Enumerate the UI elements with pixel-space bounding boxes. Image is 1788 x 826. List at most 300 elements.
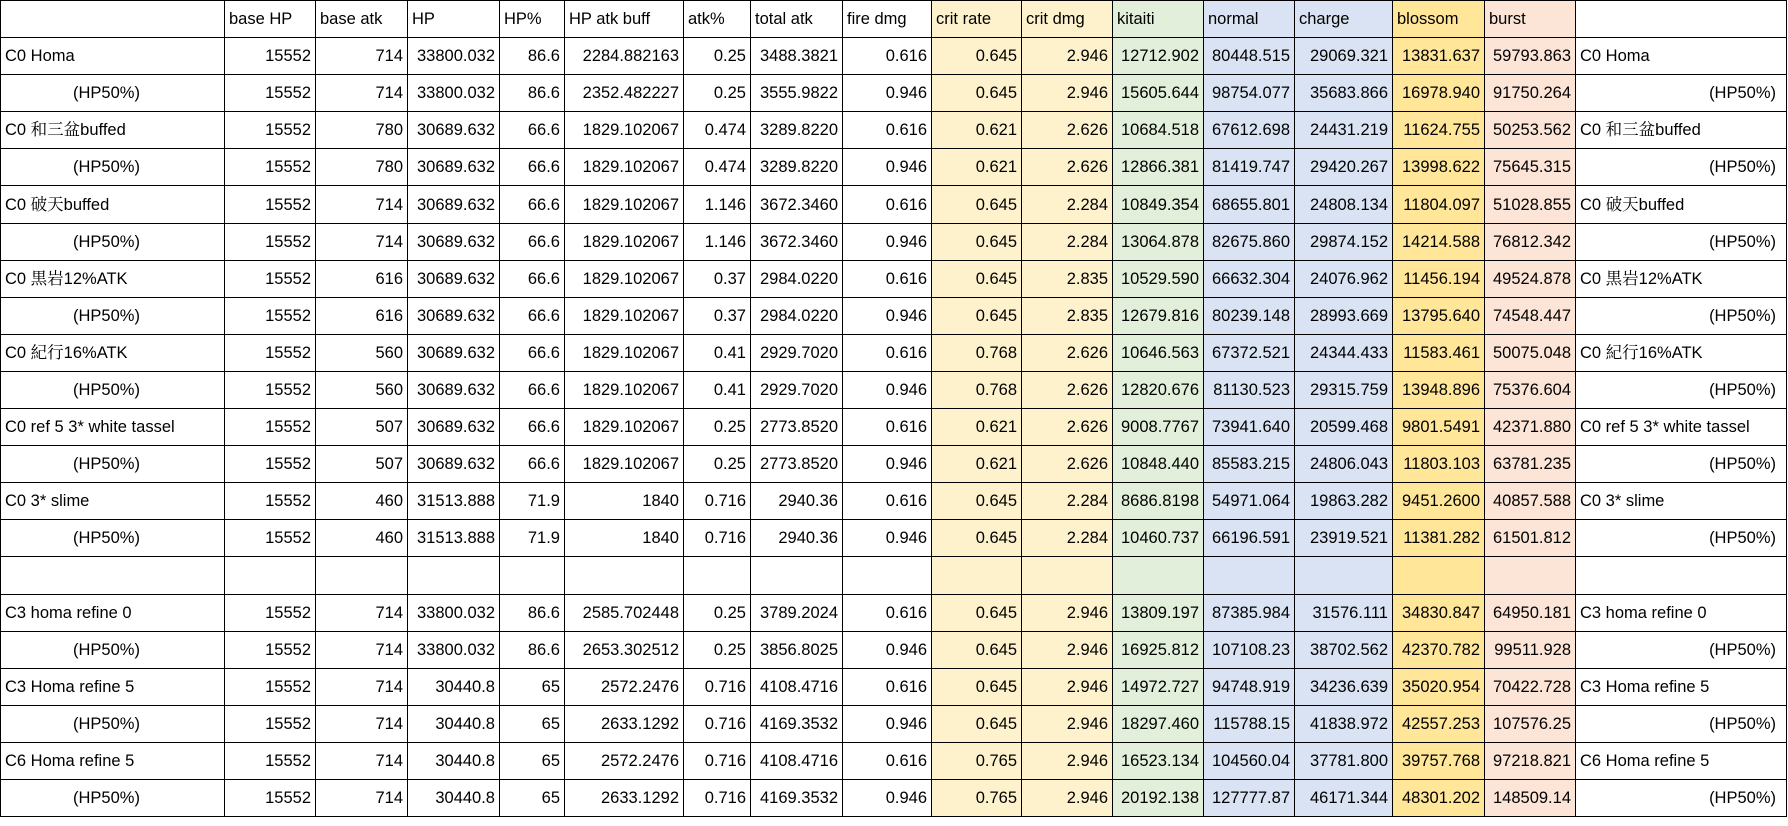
cell-fire-dmg[interactable]: 0.946 <box>843 631 932 668</box>
cell-hp-atk-buff[interactable]: 2633.1292 <box>565 779 684 816</box>
cell-base-hp[interactable]: 15552 <box>225 149 316 186</box>
cell-hp[interactable]: 30689.632 <box>408 409 500 446</box>
cell-burst[interactable]: 50075.048 <box>1485 334 1576 371</box>
cell-kitaiti[interactable]: 13809.197 <box>1113 594 1204 631</box>
cell-total-atk[interactable]: 3789.2024 <box>751 594 843 631</box>
cell-hp-pct[interactable]: 66.6 <box>500 149 565 186</box>
cell-fire-dmg[interactable]: 0.946 <box>843 149 932 186</box>
cell-label-right[interactable]: C0 Homa <box>1576 38 1787 75</box>
cell-fire-dmg[interactable] <box>843 557 932 594</box>
cell-crit-rate[interactable]: 0.765 <box>932 779 1022 816</box>
cell-hp[interactable]: 33800.032 <box>408 631 500 668</box>
cell-kitaiti[interactable]: 18297.460 <box>1113 705 1204 742</box>
cell-blossom[interactable]: 16978.940 <box>1393 75 1485 112</box>
cell-crit-rate[interactable]: 0.645 <box>932 297 1022 334</box>
cell-crit-rate[interactable]: 0.645 <box>932 631 1022 668</box>
cell-atk-pct[interactable]: 0.37 <box>684 297 751 334</box>
cell-fire-dmg[interactable]: 0.616 <box>843 334 932 371</box>
cell-fire-dmg[interactable]: 0.616 <box>843 38 932 75</box>
cell-hp-atk-buff[interactable]: 1840 <box>565 483 684 520</box>
cell-kitaiti[interactable]: 12866.381 <box>1113 149 1204 186</box>
cell-label-right[interactable]: (HP50%) <box>1576 631 1787 668</box>
cell-kitaiti[interactable]: 20192.138 <box>1113 779 1204 816</box>
cell-base-atk[interactable]: 507 <box>316 409 408 446</box>
cell-hp-atk-buff[interactable]: 1829.102067 <box>565 446 684 483</box>
cell-crit-rate[interactable]: 0.645 <box>932 186 1022 223</box>
cell-label-right[interactable]: (HP50%) <box>1576 705 1787 742</box>
cell-label[interactable]: (HP50%) <box>1 297 225 334</box>
header-cell-base-atk[interactable]: base atk <box>316 1 408 38</box>
cell-fire-dmg[interactable]: 0.946 <box>843 520 932 557</box>
cell-atk-pct[interactable]: 0.25 <box>684 409 751 446</box>
cell-hp-pct[interactable]: 66.6 <box>500 223 565 260</box>
cell-crit-dmg[interactable]: 2.835 <box>1022 297 1113 334</box>
cell-crit-rate[interactable]: 0.645 <box>932 705 1022 742</box>
cell-normal[interactable]: 85583.215 <box>1204 446 1295 483</box>
cell-hp[interactable]: 33800.032 <box>408 594 500 631</box>
cell-hp[interactable]: 30440.8 <box>408 668 500 705</box>
header-cell-blossom[interactable]: blossom <box>1393 1 1485 38</box>
cell-base-hp[interactable]: 15552 <box>225 446 316 483</box>
cell-normal[interactable]: 94748.919 <box>1204 668 1295 705</box>
cell-hp-pct[interactable]: 86.6 <box>500 594 565 631</box>
cell-hp[interactable]: 30689.632 <box>408 297 500 334</box>
cell-normal[interactable]: 68655.801 <box>1204 186 1295 223</box>
cell-base-hp[interactable]: 15552 <box>225 631 316 668</box>
header-cell-atk-pct[interactable]: atk% <box>684 1 751 38</box>
cell-crit-dmg[interactable]: 2.284 <box>1022 186 1113 223</box>
cell-label-right[interactable]: C0 和三盆buffed <box>1576 112 1787 149</box>
cell-kitaiti[interactable]: 13064.878 <box>1113 223 1204 260</box>
cell-burst[interactable]: 97218.821 <box>1485 742 1576 779</box>
cell-kitaiti[interactable]: 10684.518 <box>1113 112 1204 149</box>
cell-total-atk[interactable]: 2940.36 <box>751 483 843 520</box>
header-cell-fire-dmg[interactable]: fire dmg <box>843 1 932 38</box>
cell-hp-atk-buff[interactable]: 1829.102067 <box>565 371 684 408</box>
cell-base-atk[interactable]: 616 <box>316 260 408 297</box>
cell-atk-pct[interactable]: 0.474 <box>684 112 751 149</box>
cell-crit-dmg[interactable]: 2.946 <box>1022 742 1113 779</box>
cell-label[interactable]: C0 紀行16%ATK <box>1 334 225 371</box>
cell-fire-dmg[interactable]: 0.946 <box>843 297 932 334</box>
cell-atk-pct[interactable]: 0.41 <box>684 371 751 408</box>
cell-base-hp[interactable]: 15552 <box>225 38 316 75</box>
cell-blossom[interactable]: 11624.755 <box>1393 112 1485 149</box>
cell-burst[interactable]: 59793.863 <box>1485 38 1576 75</box>
cell-blossom[interactable]: 42557.253 <box>1393 705 1485 742</box>
cell-charge[interactable]: 24344.433 <box>1295 334 1393 371</box>
cell-crit-rate[interactable]: 0.765 <box>932 742 1022 779</box>
cell-crit-rate[interactable]: 0.645 <box>932 594 1022 631</box>
cell-normal[interactable]: 66632.304 <box>1204 260 1295 297</box>
cell-kitaiti[interactable]: 8686.8198 <box>1113 483 1204 520</box>
cell-base-hp[interactable]: 15552 <box>225 186 316 223</box>
cell-charge[interactable]: 37781.800 <box>1295 742 1393 779</box>
cell-label[interactable]: (HP50%) <box>1 75 225 112</box>
cell-blossom[interactable]: 42370.782 <box>1393 631 1485 668</box>
cell-hp[interactable]: 30689.632 <box>408 446 500 483</box>
cell-hp[interactable]: 30440.8 <box>408 742 500 779</box>
cell-atk-pct[interactable]: 0.716 <box>684 705 751 742</box>
cell-label-right[interactable]: C6 Homa refine 5 <box>1576 742 1787 779</box>
cell-hp-pct[interactable]: 86.6 <box>500 631 565 668</box>
cell-total-atk[interactable]: 2984.0220 <box>751 297 843 334</box>
cell-crit-dmg[interactable]: 2.835 <box>1022 260 1113 297</box>
cell-label-right[interactable] <box>1576 557 1787 594</box>
cell-burst[interactable]: 74548.447 <box>1485 297 1576 334</box>
cell-atk-pct[interactable]: 0.37 <box>684 260 751 297</box>
cell-label-right[interactable]: C3 Homa refine 5 <box>1576 668 1787 705</box>
cell-crit-dmg[interactable]: 2.946 <box>1022 779 1113 816</box>
cell-total-atk[interactable]: 2984.0220 <box>751 260 843 297</box>
cell-label-right[interactable]: (HP50%) <box>1576 149 1787 186</box>
cell-crit-rate[interactable]: 0.645 <box>932 668 1022 705</box>
cell-label[interactable]: C0 黒岩12%ATK <box>1 260 225 297</box>
cell-hp-atk-buff[interactable]: 2633.1292 <box>565 705 684 742</box>
cell-crit-rate[interactable]: 0.621 <box>932 149 1022 186</box>
cell-blossom[interactable]: 11381.282 <box>1393 520 1485 557</box>
cell-hp-atk-buff[interactable]: 1829.102067 <box>565 186 684 223</box>
cell-normal[interactable]: 67612.698 <box>1204 112 1295 149</box>
cell-kitaiti[interactable]: 16523.134 <box>1113 742 1204 779</box>
cell-atk-pct[interactable]: 0.25 <box>684 38 751 75</box>
cell-atk-pct[interactable]: 0.716 <box>684 483 751 520</box>
cell-fire-dmg[interactable]: 0.946 <box>843 75 932 112</box>
cell-hp-atk-buff[interactable]: 2352.482227 <box>565 75 684 112</box>
cell-label[interactable]: (HP50%) <box>1 446 225 483</box>
cell-base-atk[interactable]: 616 <box>316 297 408 334</box>
cell-label[interactable]: C0 Homa <box>1 38 225 75</box>
cell-kitaiti[interactable]: 10848.440 <box>1113 446 1204 483</box>
cell-blossom[interactable]: 48301.202 <box>1393 779 1485 816</box>
cell-label-right[interactable]: C0 黒岩12%ATK <box>1576 260 1787 297</box>
cell-label-right[interactable]: C3 homa refine 0 <box>1576 594 1787 631</box>
cell-charge[interactable]: 24076.962 <box>1295 260 1393 297</box>
cell-burst[interactable]: 63781.235 <box>1485 446 1576 483</box>
cell-atk-pct[interactable]: 0.25 <box>684 446 751 483</box>
cell-crit-rate[interactable]: 0.621 <box>932 409 1022 446</box>
cell-atk-pct[interactable]: 0.716 <box>684 779 751 816</box>
cell-base-atk[interactable] <box>316 557 408 594</box>
cell-fire-dmg[interactable]: 0.946 <box>843 779 932 816</box>
cell-fire-dmg[interactable]: 0.616 <box>843 594 932 631</box>
header-cell-burst[interactable]: burst <box>1485 1 1576 38</box>
cell-label-right[interactable]: (HP50%) <box>1576 446 1787 483</box>
cell-total-atk[interactable]: 2929.7020 <box>751 334 843 371</box>
cell-charge[interactable] <box>1295 557 1393 594</box>
cell-normal[interactable]: 80448.515 <box>1204 38 1295 75</box>
cell-normal[interactable]: 54971.064 <box>1204 483 1295 520</box>
cell-total-atk[interactable]: 3289.8220 <box>751 149 843 186</box>
cell-base-atk[interactable]: 560 <box>316 334 408 371</box>
cell-crit-rate[interactable]: 0.645 <box>932 38 1022 75</box>
cell-base-hp[interactable]: 15552 <box>225 112 316 149</box>
cell-label[interactable] <box>1 557 225 594</box>
cell-fire-dmg[interactable]: 0.616 <box>843 742 932 779</box>
cell-base-atk[interactable]: 714 <box>316 223 408 260</box>
cell-blossom[interactable]: 11456.194 <box>1393 260 1485 297</box>
cell-normal[interactable]: 66196.591 <box>1204 520 1295 557</box>
cell-blossom[interactable]: 11583.461 <box>1393 334 1485 371</box>
cell-charge[interactable]: 29420.267 <box>1295 149 1393 186</box>
cell-kitaiti[interactable]: 10460.737 <box>1113 520 1204 557</box>
cell-hp-atk-buff[interactable]: 2572.2476 <box>565 668 684 705</box>
cell-charge[interactable]: 41838.972 <box>1295 705 1393 742</box>
cell-label[interactable]: (HP50%) <box>1 223 225 260</box>
cell-total-atk[interactable]: 3672.3460 <box>751 223 843 260</box>
cell-burst[interactable]: 64950.181 <box>1485 594 1576 631</box>
cell-fire-dmg[interactable]: 0.946 <box>843 371 932 408</box>
cell-label[interactable]: C6 Homa refine 5 <box>1 742 225 779</box>
header-cell-label[interactable] <box>1 1 225 38</box>
cell-base-atk[interactable]: 780 <box>316 112 408 149</box>
cell-label[interactable]: C0 和三盆buffed <box>1 112 225 149</box>
cell-crit-dmg[interactable]: 2.284 <box>1022 223 1113 260</box>
cell-base-atk[interactable]: 714 <box>316 668 408 705</box>
cell-kitaiti[interactable]: 10646.563 <box>1113 334 1204 371</box>
cell-kitaiti[interactable]: 15605.644 <box>1113 75 1204 112</box>
cell-charge[interactable]: 46171.344 <box>1295 779 1393 816</box>
cell-burst[interactable]: 50253.562 <box>1485 112 1576 149</box>
cell-hp-atk-buff[interactable] <box>565 557 684 594</box>
cell-hp[interactable]: 30689.632 <box>408 260 500 297</box>
cell-fire-dmg[interactable]: 0.946 <box>843 705 932 742</box>
cell-label-right[interactable]: (HP50%) <box>1576 223 1787 260</box>
cell-charge[interactable]: 20599.468 <box>1295 409 1393 446</box>
cell-fire-dmg[interactable]: 0.946 <box>843 223 932 260</box>
cell-hp-pct[interactable]: 66.6 <box>500 334 565 371</box>
cell-crit-rate[interactable] <box>932 557 1022 594</box>
cell-atk-pct[interactable]: 1.146 <box>684 186 751 223</box>
header-cell-hp-atk-buff[interactable]: HP atk buff <box>565 1 684 38</box>
cell-total-atk[interactable]: 2773.8520 <box>751 409 843 446</box>
cell-total-atk[interactable]: 3672.3460 <box>751 186 843 223</box>
cell-atk-pct[interactable]: 0.716 <box>684 520 751 557</box>
cell-hp[interactable]: 30440.8 <box>408 705 500 742</box>
cell-hp-atk-buff[interactable]: 1829.102067 <box>565 223 684 260</box>
cell-charge[interactable]: 29069.321 <box>1295 38 1393 75</box>
cell-crit-rate[interactable]: 0.768 <box>932 334 1022 371</box>
cell-hp-pct[interactable]: 66.6 <box>500 446 565 483</box>
cell-burst[interactable]: 75645.315 <box>1485 149 1576 186</box>
cell-atk-pct[interactable] <box>684 557 751 594</box>
cell-burst[interactable]: 51028.855 <box>1485 186 1576 223</box>
cell-base-hp[interactable]: 15552 <box>225 260 316 297</box>
cell-crit-dmg[interactable]: 2.626 <box>1022 334 1113 371</box>
cell-crit-rate[interactable]: 0.645 <box>932 75 1022 112</box>
header-cell-crit-dmg[interactable]: crit dmg <box>1022 1 1113 38</box>
cell-base-hp[interactable]: 15552 <box>225 520 316 557</box>
cell-crit-dmg[interactable]: 2.626 <box>1022 371 1113 408</box>
cell-kitaiti[interactable]: 10529.590 <box>1113 260 1204 297</box>
cell-kitaiti[interactable] <box>1113 557 1204 594</box>
cell-label-right[interactable]: (HP50%) <box>1576 371 1787 408</box>
cell-hp[interactable]: 30689.632 <box>408 371 500 408</box>
cell-fire-dmg[interactable]: 0.616 <box>843 112 932 149</box>
cell-label-right[interactable]: C0 破天buffed <box>1576 186 1787 223</box>
cell-crit-dmg[interactable]: 2.946 <box>1022 75 1113 112</box>
cell-base-hp[interactable]: 15552 <box>225 779 316 816</box>
cell-burst[interactable]: 49524.878 <box>1485 260 1576 297</box>
cell-atk-pct[interactable]: 0.716 <box>684 668 751 705</box>
cell-base-atk[interactable]: 507 <box>316 446 408 483</box>
cell-blossom[interactable]: 11804.097 <box>1393 186 1485 223</box>
cell-kitaiti[interactable]: 16925.812 <box>1113 631 1204 668</box>
cell-charge[interactable]: 29315.759 <box>1295 371 1393 408</box>
cell-base-hp[interactable]: 15552 <box>225 297 316 334</box>
cell-normal[interactable]: 107108.23 <box>1204 631 1295 668</box>
cell-label[interactable]: C3 homa refine 0 <box>1 594 225 631</box>
cell-charge[interactable]: 24808.134 <box>1295 186 1393 223</box>
cell-normal[interactable]: 81130.523 <box>1204 371 1295 408</box>
header-cell-charge[interactable]: charge <box>1295 1 1393 38</box>
cell-crit-dmg[interactable]: 2.946 <box>1022 631 1113 668</box>
cell-burst[interactable]: 99511.928 <box>1485 631 1576 668</box>
cell-hp-pct[interactable]: 65 <box>500 742 565 779</box>
cell-label-right[interactable]: C0 3* slime <box>1576 483 1787 520</box>
cell-crit-rate[interactable]: 0.621 <box>932 446 1022 483</box>
cell-base-atk[interactable]: 714 <box>316 75 408 112</box>
cell-hp-pct[interactable]: 66.6 <box>500 297 565 334</box>
cell-normal[interactable]: 80239.148 <box>1204 297 1295 334</box>
cell-normal[interactable]: 73941.640 <box>1204 409 1295 446</box>
cell-fire-dmg[interactable]: 0.616 <box>843 409 932 446</box>
header-cell-hp-pct[interactable]: HP% <box>500 1 565 38</box>
cell-total-atk[interactable]: 2773.8520 <box>751 446 843 483</box>
cell-hp-atk-buff[interactable]: 1829.102067 <box>565 334 684 371</box>
cell-fire-dmg[interactable]: 0.616 <box>843 668 932 705</box>
cell-charge[interactable]: 28993.669 <box>1295 297 1393 334</box>
cell-fire-dmg[interactable]: 0.616 <box>843 483 932 520</box>
header-cell-hp[interactable]: HP <box>408 1 500 38</box>
cell-blossom[interactable]: 9451.2600 <box>1393 483 1485 520</box>
header-cell-label-right[interactable] <box>1576 1 1787 38</box>
cell-hp[interactable]: 30440.8 <box>408 779 500 816</box>
cell-crit-dmg[interactable]: 2.284 <box>1022 520 1113 557</box>
cell-label[interactable]: C0 破天buffed <box>1 186 225 223</box>
cell-fire-dmg[interactable]: 0.946 <box>843 446 932 483</box>
cell-total-atk[interactable]: 2929.7020 <box>751 371 843 408</box>
cell-hp-atk-buff[interactable]: 1829.102067 <box>565 260 684 297</box>
cell-hp-pct[interactable]: 65 <box>500 668 565 705</box>
cell-crit-dmg[interactable]: 2.626 <box>1022 149 1113 186</box>
cell-base-hp[interactable]: 15552 <box>225 594 316 631</box>
cell-charge[interactable]: 29874.152 <box>1295 223 1393 260</box>
cell-burst[interactable]: 76812.342 <box>1485 223 1576 260</box>
header-cell-kitaiti[interactable]: kitaiti <box>1113 1 1204 38</box>
cell-label-right[interactable]: (HP50%) <box>1576 779 1787 816</box>
cell-base-hp[interactable]: 15552 <box>225 334 316 371</box>
cell-charge[interactable]: 31576.111 <box>1295 594 1393 631</box>
cell-total-atk[interactable]: 4169.3532 <box>751 705 843 742</box>
cell-total-atk[interactable]: 4108.4716 <box>751 742 843 779</box>
cell-hp-pct[interactable]: 66.6 <box>500 409 565 446</box>
cell-crit-rate[interactable]: 0.645 <box>932 260 1022 297</box>
cell-hp-atk-buff[interactable]: 1829.102067 <box>565 297 684 334</box>
cell-blossom[interactable]: 9801.5491 <box>1393 409 1485 446</box>
cell-crit-dmg[interactable]: 2.626 <box>1022 112 1113 149</box>
cell-burst[interactable]: 42371.880 <box>1485 409 1576 446</box>
cell-total-atk[interactable]: 3555.9822 <box>751 75 843 112</box>
cell-atk-pct[interactable]: 0.25 <box>684 594 751 631</box>
cell-hp[interactable]: 30689.632 <box>408 334 500 371</box>
cell-base-atk[interactable]: 714 <box>316 186 408 223</box>
cell-base-hp[interactable]: 15552 <box>225 75 316 112</box>
cell-normal[interactable]: 98754.077 <box>1204 75 1295 112</box>
cell-atk-pct[interactable]: 0.41 <box>684 334 751 371</box>
cell-hp-pct[interactable]: 71.9 <box>500 483 565 520</box>
cell-burst[interactable]: 40857.588 <box>1485 483 1576 520</box>
cell-charge[interactable]: 19863.282 <box>1295 483 1393 520</box>
cell-base-hp[interactable]: 15552 <box>225 742 316 779</box>
cell-atk-pct[interactable]: 1.146 <box>684 223 751 260</box>
cell-total-atk[interactable]: 3856.8025 <box>751 631 843 668</box>
cell-hp[interactable]: 30689.632 <box>408 149 500 186</box>
cell-blossom[interactable]: 34830.847 <box>1393 594 1485 631</box>
cell-hp[interactable]: 31513.888 <box>408 483 500 520</box>
cell-base-atk[interactable]: 714 <box>316 631 408 668</box>
cell-label[interactable]: (HP50%) <box>1 631 225 668</box>
cell-base-atk[interactable]: 714 <box>316 742 408 779</box>
cell-atk-pct[interactable]: 0.474 <box>684 149 751 186</box>
cell-total-atk[interactable]: 2940.36 <box>751 520 843 557</box>
cell-blossom[interactable]: 13948.896 <box>1393 371 1485 408</box>
cell-base-hp[interactable]: 15552 <box>225 223 316 260</box>
cell-hp-atk-buff[interactable]: 2572.2476 <box>565 742 684 779</box>
cell-crit-dmg[interactable]: 2.946 <box>1022 705 1113 742</box>
cell-kitaiti[interactable]: 10849.354 <box>1113 186 1204 223</box>
cell-label-right[interactable]: C0 紀行16%ATK <box>1576 334 1787 371</box>
cell-hp-atk-buff[interactable]: 2585.702448 <box>565 594 684 631</box>
cell-fire-dmg[interactable]: 0.616 <box>843 186 932 223</box>
cell-blossom[interactable]: 35020.954 <box>1393 668 1485 705</box>
cell-hp-pct[interactable] <box>500 557 565 594</box>
cell-base-atk[interactable]: 714 <box>316 779 408 816</box>
cell-base-hp[interactable] <box>225 557 316 594</box>
cell-label-right[interactable]: C0 ref 5 3* white tassel <box>1576 409 1787 446</box>
cell-crit-dmg[interactable]: 2.946 <box>1022 668 1113 705</box>
cell-base-atk[interactable]: 714 <box>316 38 408 75</box>
cell-label-right[interactable]: (HP50%) <box>1576 75 1787 112</box>
cell-hp-pct[interactable]: 71.9 <box>500 520 565 557</box>
cell-hp[interactable]: 30689.632 <box>408 186 500 223</box>
cell-hp-pct[interactable]: 65 <box>500 779 565 816</box>
cell-burst[interactable]: 75376.604 <box>1485 371 1576 408</box>
cell-base-atk[interactable]: 560 <box>316 371 408 408</box>
cell-crit-dmg[interactable] <box>1022 557 1113 594</box>
cell-atk-pct[interactable]: 0.716 <box>684 742 751 779</box>
cell-normal[interactable]: 81419.747 <box>1204 149 1295 186</box>
cell-hp-pct[interactable]: 66.6 <box>500 186 565 223</box>
header-cell-normal[interactable]: normal <box>1204 1 1295 38</box>
cell-burst[interactable]: 107576.25 <box>1485 705 1576 742</box>
cell-hp-pct[interactable]: 86.6 <box>500 38 565 75</box>
header-cell-total-atk[interactable]: total atk <box>751 1 843 38</box>
cell-atk-pct[interactable]: 0.25 <box>684 75 751 112</box>
cell-blossom[interactable]: 13795.640 <box>1393 297 1485 334</box>
cell-label[interactable]: (HP50%) <box>1 705 225 742</box>
cell-base-atk[interactable]: 460 <box>316 520 408 557</box>
cell-total-atk[interactable] <box>751 557 843 594</box>
cell-base-hp[interactable]: 15552 <box>225 483 316 520</box>
cell-crit-rate[interactable]: 0.621 <box>932 112 1022 149</box>
cell-kitaiti[interactable]: 14972.727 <box>1113 668 1204 705</box>
cell-burst[interactable]: 70422.728 <box>1485 668 1576 705</box>
cell-base-atk[interactable]: 780 <box>316 149 408 186</box>
cell-blossom[interactable]: 13998.622 <box>1393 149 1485 186</box>
cell-hp[interactable]: 33800.032 <box>408 75 500 112</box>
cell-kitaiti[interactable]: 12820.676 <box>1113 371 1204 408</box>
